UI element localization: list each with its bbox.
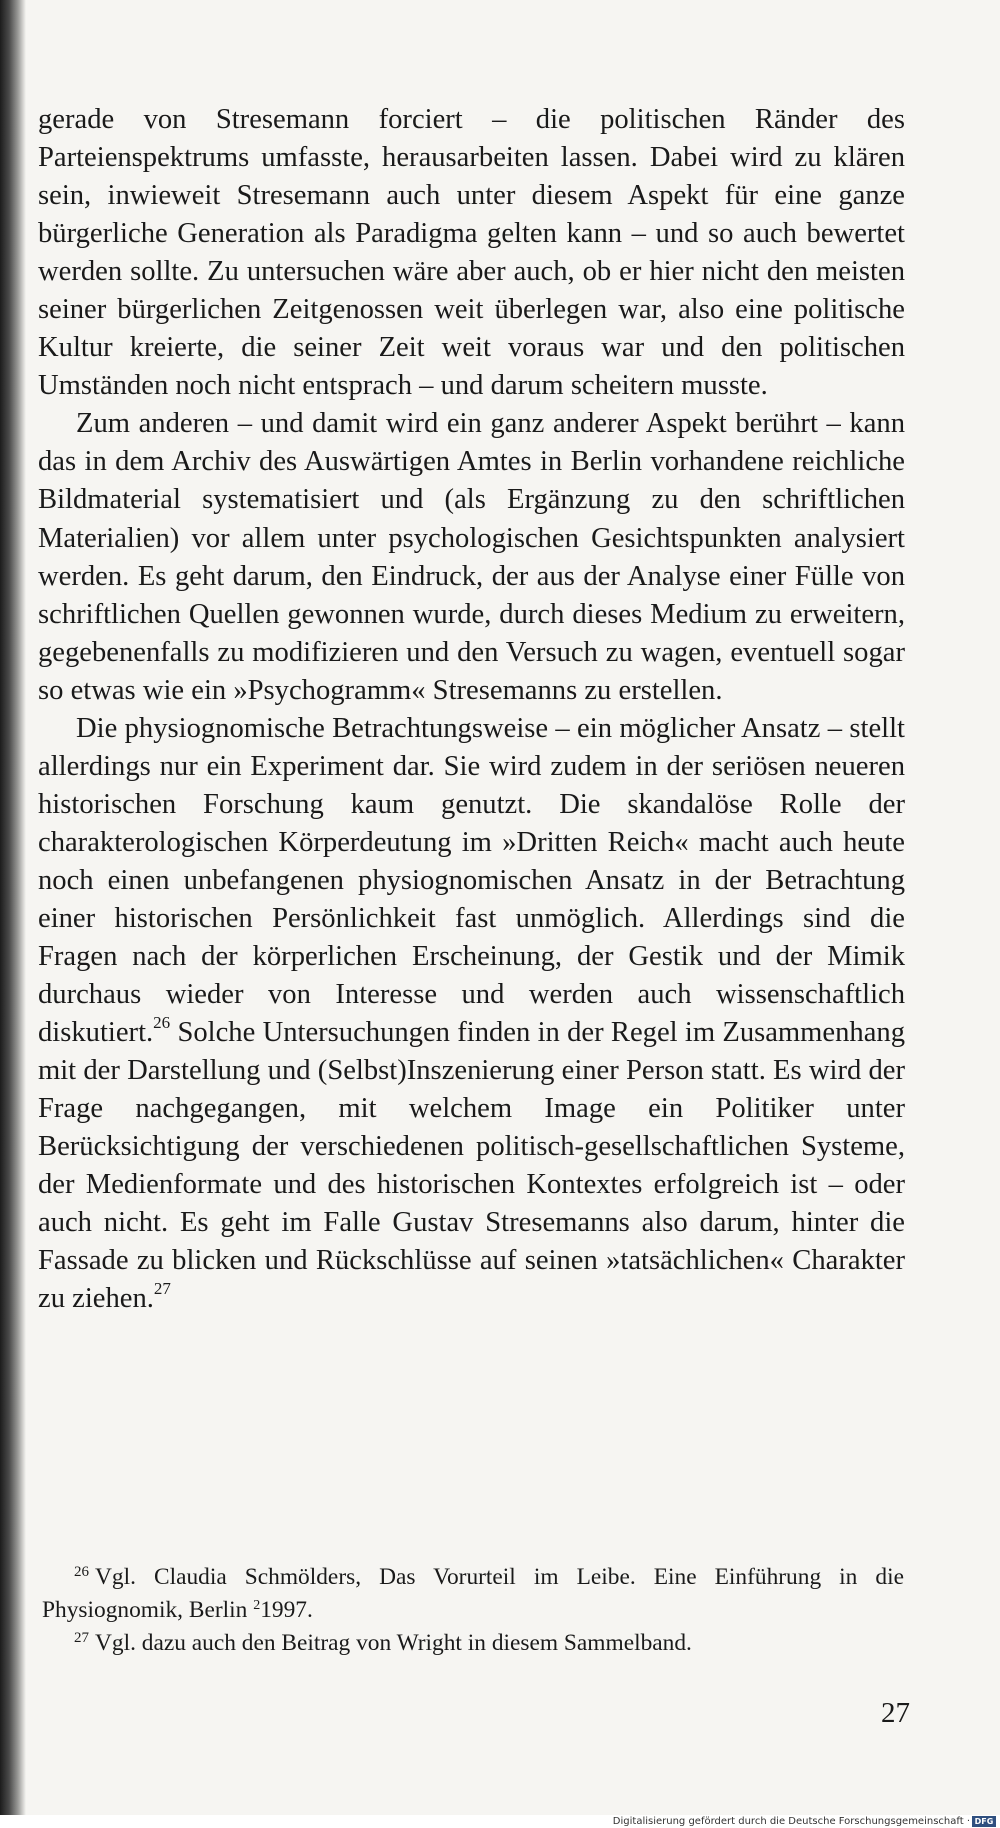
footnote-number: 26: [74, 1564, 89, 1580]
paragraph-text: Die physiognomische Betrachtungsweise – ein möglicher Ansatz – stellt allerdings nur ein Experiment dar. Sie wird zudem in der seriösen neueren historischen Forschung kaum genutzt. Die skandalöse Rolle der charakterologischen Körperdeutung im »Dritten Reich« macht auch heute noch einen unbefangenen physiognomischen Ansatz in der Betrachtung einer historischen Persönlichkeit fast unmöglich. Allerdings sind die Fragen nach der körperlichen Erscheinung, der Gestik und der Mimik durchaus wieder von Interesse und werden auch wissenschaftlich diskutiert.: [38, 712, 905, 1049]
book-spine-shadow: [0, 0, 26, 1815]
footnote: [42, 1561, 904, 1627]
paragraph: [38, 710, 905, 1319]
paragraph-text: gerade von Stresemann forciert – die politischen Ränder des Parteienspektrums umfasste, herausarbeiten lassen. Dabei wird zu klären sein, inwieweit Stresemann auch unter diesem Aspekt für eine ganze bürgerliche Generation als Paradigma gelten kann – und so auch bewertet werden sollte. Zu untersuchen wäre aber auch, ob er hier nicht den meisten seiner bürgerlichen Zeitgenossen weit überlegen war, also eine politische Kultur kreierte, die seiner Zeit weit voraus war und den politischen Umständen noch nicht entsprach – und darum scheitern musste.: [38, 104, 905, 402]
footnote-text: Vgl. dazu auch den Beitrag von Wright in diesem Sammelband.: [95, 1630, 692, 1656]
footnote-reference[interactable]: 26: [153, 1013, 171, 1033]
footnote: [42, 1627, 904, 1660]
paragraph: [38, 405, 905, 709]
footnote-number: 27: [74, 1630, 89, 1646]
footnote-text: Vgl. Claudia Schmölders, Das Vorurteil im Leibe. Eine Einführung in die Physiognomik, Berlin: [42, 1564, 904, 1623]
page-number: 27: [881, 1697, 910, 1729]
paragraph-text: Zum anderen – und damit wird ein ganz anderer Aspekt berührt – kann das in dem Archiv des Auswärtigen Amtes in Berlin vorhandene reichliche Bildmaterial systematisiert und (als Ergänzung zu den schriftlichen Materialien) vor allem unter psychologischen Gesichtspunkten analysiert werden. Es geht darum, den Eindruck, der aus der Analyse einer Fülle von schriftlichen Quellen gewonnen wurde, durch dieses Medium zu erweitern, gegebenenfalls zu modifizieren und den Versuch zu wagen, eventuell sogar so etwas wie ein »Psychogramm« Stresemanns zu erstellen.: [38, 408, 905, 706]
footnotes: [42, 1561, 904, 1660]
footnote-reference[interactable]: 27: [153, 1279, 171, 1299]
main-text: [38, 101, 905, 1319]
edition-superscript: 2: [253, 1598, 261, 1613]
paragraph: [38, 101, 905, 405]
dfg-logo-icon: DFG: [972, 1816, 996, 1827]
paragraph-text: Solche Untersuchungen finden in der Regel im Zusammenhang mit der Darstellung und (Selbst)Inszenierung einer Person statt. Es wird der Frage nachgegangen, mit welchem Image ein Politiker unter Berücksichtigung der verschiedenen politisch-gesellschaftlichen Systeme, der Medienformate und des historischen Kontextes erfolgreich ist – oder auch nicht. Es geht im Falle Gustav Stresemanns also darum, hinter die Fassade zu blicken und Rückschlüsse auf seinen »tatsächlichen« Charakter zu ziehen.: [38, 1017, 905, 1315]
footnote-text: 1997.: [260, 1597, 313, 1623]
digitization-credit: Digitalisierung gefördert durch die Deutsche Forschungsgemeinschaft ·: [612, 1816, 970, 1827]
